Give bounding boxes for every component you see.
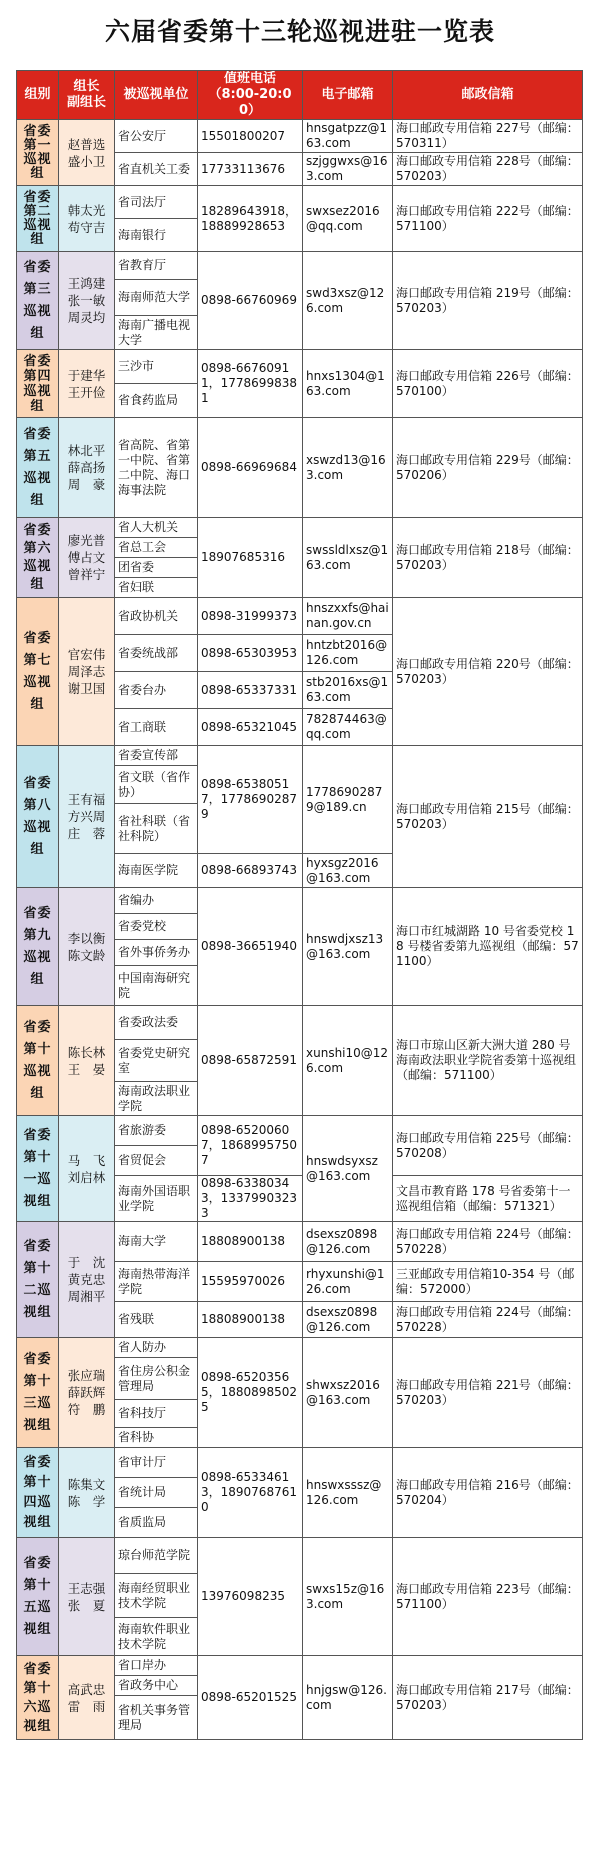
group-name: [17, 418, 59, 518]
email-cell: swxsez2016@qq.com: [303, 186, 393, 252]
postal-cell: 海口邮政专用信箱 219号（邮编：570203）: [393, 252, 583, 350]
group-leaders-text: 于 沈 黄克忠 周湘平: [67, 1255, 106, 1304]
table-row: [17, 186, 583, 219]
unit-cell: 琼台师范学院: [115, 1538, 198, 1574]
unit-cell: 省残联: [115, 1302, 198, 1338]
group-name-text: 省委第十巡视组: [23, 1019, 52, 1101]
group-leaders-text: 韩太光 苟守吉: [67, 202, 106, 235]
group-leaders-text: 王志强 张 夏: [67, 1580, 106, 1613]
group-leaders: [59, 888, 115, 1006]
unit-cell: 海南师范大学: [115, 280, 198, 316]
unit-cell: 省委党史研究室: [115, 1040, 198, 1082]
email-cell: xunshi10@126.com: [303, 1006, 393, 1116]
table-row: [17, 252, 583, 280]
unit-cell: 海南医学院: [115, 854, 198, 888]
group-name: [17, 888, 59, 1006]
group-name-text: 省委第十四巡视组: [23, 1454, 52, 1530]
group-name-text: 省委第五巡视组: [23, 426, 52, 508]
postal-cell: 海口邮政专用信箱 224号（邮编：570228）: [393, 1302, 583, 1338]
email-cell: stb2016xs@163.com: [303, 672, 393, 709]
postal-cell: 海口邮政专用信箱 217号（邮编：570203）: [393, 1656, 583, 1740]
unit-cell: 省社科联（省社科院）: [115, 804, 198, 854]
table-row: [17, 1448, 583, 1478]
unit-cell: 省编办: [115, 888, 198, 914]
email-cell: rhyxunshi@126.com: [303, 1262, 393, 1302]
email-cell: hnjgsw@126.com: [303, 1656, 393, 1740]
header-leaders: 组长 副组长: [59, 71, 115, 120]
table-row: [17, 518, 583, 538]
group-leaders-text: 王有福 方兴周 庄 蓉: [67, 792, 106, 841]
unit-cell: 省高院、省第一中院、省第二中院、海口海事法院: [115, 418, 198, 518]
postal-cell: 海口邮政专用信箱 224号（邮编：570228）: [393, 1222, 583, 1262]
unit-cell: 省文联（省作协）: [115, 766, 198, 804]
unit-cell: 省公安厅: [115, 120, 198, 153]
table-row: [17, 1538, 583, 1574]
group-name: [17, 1116, 59, 1222]
unit-cell: 省人防办: [115, 1338, 198, 1358]
group-name: [17, 186, 59, 252]
unit-cell: 海南大学: [115, 1222, 198, 1262]
group-leaders-text: 陈集文 陈 学: [67, 1476, 106, 1509]
phone-cell: 0898-65303953: [198, 635, 303, 672]
group-leaders-text: 陈长林 王 晏: [67, 1044, 106, 1077]
table-row: [17, 350, 583, 384]
email-cell: 782874463@qq.com: [303, 709, 393, 746]
email-cell: swxs15z@163.com: [303, 1538, 393, 1656]
phone-cell: 0898-65334613，18907687610: [198, 1448, 303, 1538]
phone-cell: 13976098235: [198, 1538, 303, 1656]
unit-cell: 省委党校: [115, 914, 198, 940]
phone-cell: 0898-65337331: [198, 672, 303, 709]
group-leaders-text: 廖光普 傅占文 曾祥宁: [67, 533, 106, 582]
group-leaders-text: 于建华 王开俭: [67, 367, 106, 400]
group-name: [17, 1448, 59, 1538]
phone-cell: 0898-63380343，13379903233: [198, 1176, 303, 1222]
table-row: [17, 418, 583, 518]
email-cell: hnsgatpzz@163.com: [303, 120, 393, 153]
table-row: [17, 1222, 583, 1262]
postal-cell: 文昌市教育路 178 号省委第十一巡视组信箱（邮编：571321）: [393, 1176, 583, 1222]
group-name: [17, 1338, 59, 1448]
table-row: [17, 1656, 583, 1676]
group-name: [17, 1656, 59, 1740]
unit-cell: 省旅游委: [115, 1116, 198, 1146]
unit-cell: 省口岸办: [115, 1656, 198, 1676]
email-cell: xswzd13@163.com: [303, 418, 393, 518]
group-leaders: [59, 746, 115, 888]
group-leaders-text: 马 飞 刘启林: [67, 1152, 106, 1185]
table-row: [17, 1006, 583, 1040]
phone-cell: 0898-66760969: [198, 252, 303, 350]
header-group: 组别: [17, 71, 59, 120]
phone-cell: 18907685316: [198, 518, 303, 598]
group-leaders-text: 高武忠 雷 雨: [67, 1681, 106, 1714]
unit-cell: 省司法厅: [115, 186, 198, 219]
phone-cell: 0898-66760911，17786998381: [198, 350, 303, 418]
group-leaders-text: 张应瑞 薛跃辉 符 鹏: [67, 1368, 106, 1417]
postal-cell: 海口邮政专用信箱 229号（邮编：570206）: [393, 418, 583, 518]
email-cell: swd3xsz@126.com: [303, 252, 393, 350]
unit-cell: 海南热带海洋学院: [115, 1262, 198, 1302]
postal-cell: 海口市红城湖路 10 号省委党校 18 号楼省委第九巡视组（邮编：571100）: [393, 888, 583, 1006]
table-row: [17, 120, 583, 153]
phone-cell: 0898-65200607，18689957507: [198, 1116, 303, 1176]
unit-cell: 中国南海研究院: [115, 966, 198, 1006]
phone-cell: 0898-66969684: [198, 418, 303, 518]
group-leaders: [59, 1338, 115, 1448]
email-cell: shwxsz2016@163.com: [303, 1338, 393, 1448]
group-leaders: [59, 1538, 115, 1656]
table-row: [17, 1338, 583, 1358]
group-name-text: 省委第十六巡视组: [23, 1661, 52, 1734]
email-cell: swssldlxsz@163.com: [303, 518, 393, 598]
email-cell: szjggwxs@163.com: [303, 153, 393, 186]
email-cell: hntzbt2016@126.com: [303, 635, 393, 672]
unit-cell: 省食药监局: [115, 384, 198, 418]
unit-cell: 海南广播电视大学: [115, 316, 198, 350]
phone-cell: 15595970026: [198, 1262, 303, 1302]
header-postal: 邮政信箱: [393, 71, 583, 120]
postal-cell: 海口邮政专用信箱 228号（邮编：570203）: [393, 153, 583, 186]
group-leaders: [59, 1222, 115, 1338]
email-cell: hnswdjxsz13@163.com: [303, 888, 393, 1006]
phone-cell: 17733113676: [198, 153, 303, 186]
unit-cell: 省委台办: [115, 672, 198, 709]
phone-cell: 0898-65380517，17786902879: [198, 746, 303, 854]
postal-cell: 海口邮政专用信箱 220号（邮编：570203）: [393, 598, 583, 746]
email-cell: dsexsz0898@126.com: [303, 1302, 393, 1338]
postal-cell: 海口邮政专用信箱 218号（邮编：570203）: [393, 518, 583, 598]
table-row: [17, 888, 583, 914]
postal-cell: 海口邮政专用信箱 222号（邮编：571100）: [393, 186, 583, 252]
postal-cell: 海口邮政专用信箱 216号（邮编：570204）: [393, 1448, 583, 1538]
unit-cell: 省政务中心: [115, 1676, 198, 1696]
email-cell: 17786902879@189.cn: [303, 746, 393, 854]
email-cell: hyxsgz2016@163.com: [303, 854, 393, 888]
group-name-text: 省委第四巡视组: [23, 353, 52, 414]
postal-cell: 海口邮政专用信箱 223号（邮编：571100）: [393, 1538, 583, 1656]
table-row: [17, 598, 583, 635]
email-cell: hnxs1304@163.com: [303, 350, 393, 418]
group-name-text: 省委第十三巡视组: [23, 1351, 52, 1433]
group-leaders: [59, 186, 115, 252]
group-leaders: [59, 598, 115, 746]
unit-cell: 省科技厅: [115, 1400, 198, 1428]
header-unit: 被巡视单位: [115, 71, 198, 120]
phone-cell: 0898-65203565，18808985025: [198, 1338, 303, 1448]
group-name-text: 省委第七巡视组: [23, 630, 52, 712]
group-leaders: [59, 1006, 115, 1116]
table-row: [17, 1116, 583, 1146]
unit-cell: 省机关事务管理局: [115, 1696, 198, 1740]
unit-cell: 省总工会: [115, 538, 198, 558]
page-title: 六届省委第十三轮巡视进驻一览表: [104, 17, 495, 46]
unit-cell: 省委政法委: [115, 1006, 198, 1040]
group-name-text: 省委第三巡视组: [23, 259, 52, 341]
unit-cell: 三沙市: [115, 350, 198, 384]
group-leaders-text: 王鸿建 张一敏 周灵均: [67, 276, 106, 325]
postal-cell: 海口邮政专用信箱 227号（邮编：570311）: [393, 120, 583, 153]
group-name: [17, 1538, 59, 1656]
group-name: [17, 518, 59, 598]
unit-cell: 海南银行: [115, 219, 198, 252]
group-name-text: 省委第六巡视组: [23, 522, 52, 592]
unit-cell: 省委宣传部: [115, 746, 198, 766]
group-leaders: [59, 252, 115, 350]
unit-cell: 省人大机关: [115, 518, 198, 538]
unit-cell: 省住房公积金管理局: [115, 1358, 198, 1400]
postal-cell: 海口邮政专用信箱 221号（邮编：570203）: [393, 1338, 583, 1448]
group-leaders-text: 林北平 薛高扬 周 豪: [67, 443, 106, 492]
email-cell: dsexsz0898@126.com: [303, 1222, 393, 1262]
unit-cell: 省科协: [115, 1428, 198, 1448]
phone-cell: 0898-36651940: [198, 888, 303, 1006]
table-body: [17, 120, 583, 1740]
group-leaders: [59, 1448, 115, 1538]
group-name-text: 省委第十二巡视组: [23, 1238, 52, 1320]
phone-cell: 0898-31999373: [198, 598, 303, 635]
inspection-table: [16, 70, 583, 1740]
table-row: [17, 746, 583, 766]
group-name-text: 省委第十一巡视组: [23, 1127, 52, 1209]
group-leaders-text: 官宏伟 周泽志 谢卫国: [67, 647, 106, 696]
header-phone: 值班电话 （8:00-20:00）: [198, 71, 303, 120]
postal-cell: 海口邮政专用信箱 215号（邮编：570203）: [393, 746, 583, 888]
phone-cell: 15501800207: [198, 120, 303, 153]
group-leaders: [59, 120, 115, 186]
unit-cell: 省工商联: [115, 709, 198, 746]
email-cell: hnszxxfs@hainan.gov.cn: [303, 598, 393, 635]
unit-cell: 省教育厅: [115, 252, 198, 280]
phone-cell: 0898-65872591: [198, 1006, 303, 1116]
unit-cell: 省委统战部: [115, 635, 198, 672]
group-name-text: 省委第九巡视组: [23, 905, 52, 987]
unit-cell: 省外事侨务办: [115, 940, 198, 966]
group-name: [17, 598, 59, 746]
unit-cell: 省妇联: [115, 578, 198, 598]
group-leaders-text: 赵普选 盛小卫: [67, 136, 106, 169]
phone-cell: 0898-65201525: [198, 1656, 303, 1740]
group-leaders-text: 李以衡 陈文龄: [67, 930, 106, 963]
postal-cell: 海口邮政专用信箱 226号（邮编：570100）: [393, 350, 583, 418]
group-leaders: [59, 518, 115, 598]
postal-cell: 海口邮政专用信箱 225号（邮编：570208）: [393, 1116, 583, 1176]
group-name: [17, 1006, 59, 1116]
unit-cell: 省审计厅: [115, 1448, 198, 1478]
group-leaders: [59, 418, 115, 518]
unit-cell: 省直机关工委: [115, 153, 198, 186]
unit-cell: 海南政法职业学院: [115, 1082, 198, 1116]
unit-cell: 团省委: [115, 558, 198, 578]
group-leaders: [59, 1116, 115, 1222]
phone-cell: 18808900138: [198, 1302, 303, 1338]
group-name-text: 省委第二巡视组: [23, 189, 52, 247]
unit-cell: 省政协机关: [115, 598, 198, 635]
unit-cell: 海南软件职业技术学院: [115, 1618, 198, 1656]
phone-cell: 18808900138: [198, 1222, 303, 1262]
unit-cell: 省质监局: [115, 1508, 198, 1538]
group-name-text: 省委第八巡视组: [23, 775, 52, 857]
group-name: [17, 252, 59, 350]
group-leaders: [59, 1656, 115, 1740]
postal-cell: 海口市琼山区新大洲大道 280 号海南政法职业学院省委第十巡视组（邮编：571100）: [393, 1006, 583, 1116]
email-cell: hnswxsssz@126.com: [303, 1448, 393, 1538]
postal-cell: 三亚邮政专用信箱10-354 号（邮编：572000）: [393, 1262, 583, 1302]
group-name-text: 省委第十五巡视组: [23, 1555, 52, 1637]
phone-cell: 0898-65321045: [198, 709, 303, 746]
group-leaders: [59, 350, 115, 418]
unit-cell: 省统计局: [115, 1478, 198, 1508]
group-name: [17, 120, 59, 186]
header-email: 电子邮箱: [303, 71, 393, 120]
phone-cell: 18289643918，18889928653: [198, 186, 303, 252]
email-cell: hnswdsyxsz@163.com: [303, 1116, 393, 1222]
header-row: [17, 71, 583, 120]
phone-cell: 0898-66893743: [198, 854, 303, 888]
unit-cell: 海南外国语职业学院: [115, 1176, 198, 1222]
unit-cell: 海南经贸职业技术学院: [115, 1574, 198, 1618]
unit-cell: 省贸促会: [115, 1146, 198, 1176]
group-name: [17, 1222, 59, 1338]
group-name: [17, 350, 59, 418]
group-name: [17, 746, 59, 888]
group-name-text: 省委第一巡视组: [23, 123, 52, 181]
